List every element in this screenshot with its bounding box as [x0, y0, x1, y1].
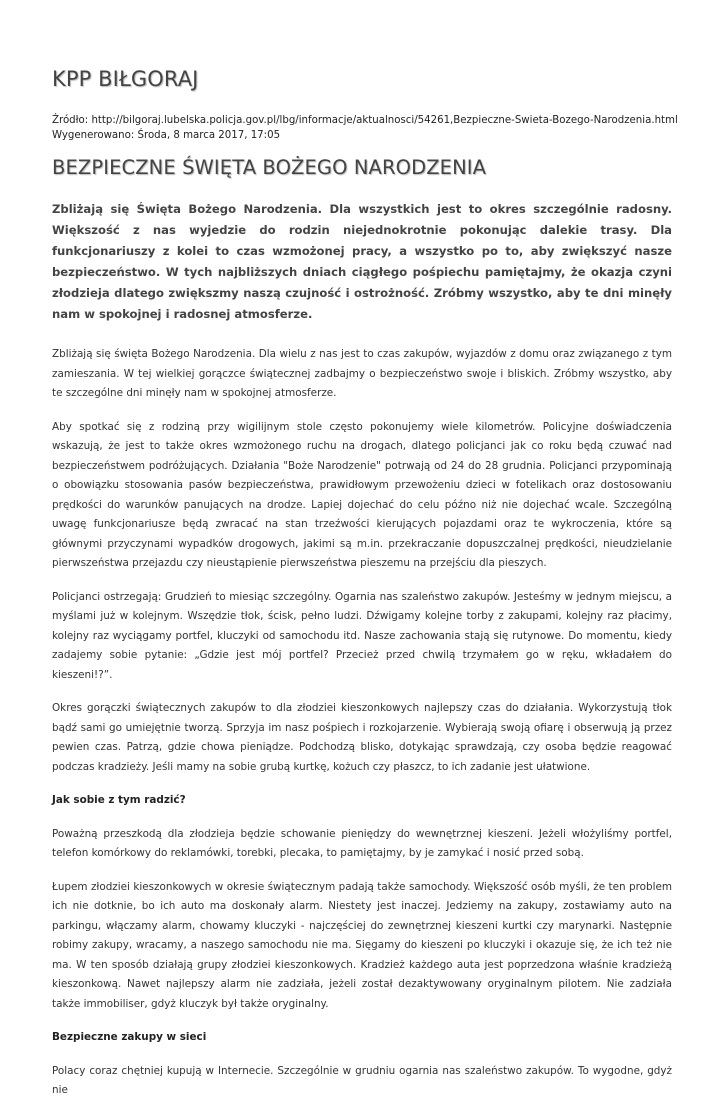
article-lead: Zbliżają się Święta Bożego Narodzenia. Dla wszystkich jest to okres szczególnie radosny. Większość z nas wyjedzie do rodzin niejednokrotnie pokonując dalekie trasy. Dla funkcjonariuszy z kolei to czas wzmożonej pracy, a wszystko po to, aby zwiększyć nasze bezpieczeństwo. W tych najbliższych dniach ciągłego pośpiechu pamiętajmy, że okazja czyni złodzieja dlatego zwiększmy naszą czujność i ostrożność. Zróbmy wszystko, aby te dni minęły nam w spokojnej i radosnej atmosferze.: [52, 202, 672, 321]
article-title: BEZPIECZNE ŚWIĘTA BOŻEGO NARODZENIA: [52, 156, 487, 179]
paragraph: Policjanci ostrzegają: Grudzień to miesiąc szczególny. Ogarnia nas szaleństwo zakupów. Jesteśmy w jednym miejscu, a myślami już w kolejnym. Wszędzie tłok, ścisk, pełno ludzi. Dźwigamy kolejne torby z zakupami, kolejny raz płacimy, kolejny raz wyciągamy portfel, kluczyki od samochodu itd. Nasze zachowania stają się rutynowe. Do momentu, kiedy zadajemy sobie pytanie: „Gdzie jest mój portfel? Przecież przed chwilą trzymałem go w ręku, wkładałem do kieszeni!?”.: [52, 590, 672, 681]
section-heading: Jak sobie z tym radzić?: [52, 794, 186, 806]
document-meta: [52, 113, 678, 143]
document-page: [52, 62, 678, 1101]
paragraph: Aby spotkać się z rodziną przy wigilijnym stole często pokonujemy wiele kilometrów. Policyjne doświadczenia wskazują, że jest to także okres wzmożonego ruchu na drogach, dlatego policjanci jak co roku będą czuwać nad bezpieczeństwem podróżujących. Działania "Boże Narodzenie" potrwają od 24 do 28 grudnia. Policjanci przypominają o obowiązku stosowania pasów bezpieczeństwa, prawidłowym przewożeniu dzieci w fotelikach oraz dostosowaniu prędkości do warunków panujących na drodze. Lapiej dojechać do celu późno niż nie dojechać wcale. Szczególną uwagę funkcjonariusze będą zwracać na stan trzeźwości kierujących pojazdami oraz te wykroczenia, które są głównymi przyczynami wypadków drogowych, jakimi są m.in. przekraczanie dopuszczalnej prędkości, nieudzielanie pierwszeństwa przejazdu czy nieustąpienie pierwszeństwa pieszemu na przejściu dla pieszych.: [52, 420, 672, 569]
paragraph: Okres gorączki świątecznych zakupów to dla złodziei kieszonkowych najlepszy czas do działania. Wykorzystują tłok bądź sami go umiejętnie tworzą. Sprzyja im nasz pośpiech i rozkojarzenie. Wybierają swoją ofiarę i obserwują ją przez pewien czas. Patrzą, gdzie chowa pieniądze. Podchodzą blisko, dotykając sprawdzają, czy osoba będzie reagować podczas kradzieży. Jeśli mamy na sobie grubą kurtkę, kożuch czy płaszcz, to ich zadanie jest ułatwione.: [52, 702, 672, 773]
generated-line: Wygenerowano: Środa, 8 marca 2017, 17:05: [52, 130, 281, 141]
site-title: KPP BIŁGORAJ: [52, 67, 199, 91]
section-heading: Bezpieczne zakupy w sieci: [52, 1031, 207, 1043]
paragraph: Polacy coraz chętniej kupują w Internecie. Szczególnie w grudniu ogarnia nas szaleństwo zakupów. To wygodne, gdyż nie: [52, 1064, 672, 1096]
source-line: Źródło: http://bilgoraj.lubelska.policja.gov.pl/lbg/informacje/aktualnosci/54261,Bezpieczne-Swieta-Bozego-Narodzenia.html: [52, 115, 678, 126]
paragraph: Poważną przeszkodą dla złodzieja będzie schowanie pieniędzy do wewnętrznej kieszeni. Jeżeli włożyliśmy portfel, telefon komórkowy do reklamówki, torebki, plecaka, to pamiętajmy, by je zamykać i nosić przed sobą.: [52, 827, 672, 859]
paragraph: Zbliżają się święta Bożego Narodzenia. Dla wielu z nas jest to czas zakupów, wyjazdów z domu oraz związanego z tym zamieszania. W tej wielkiej gorączce świątecznej zadbajmy o bezpieczeństwo swoje i bliskich. Zróbmy wszystko, aby te szczególne dni minęły nam w spokojnej atmosferze.: [52, 348, 672, 399]
paragraph: Łupem złodziei kieszonkowych w okresie świątecznym padają także samochody. Większość osób myśli, że ten problem ich nie dotknie, bo ich auto ma doskonały alarm. Niestety jest inaczej. Jedziemy na zakupy, zostawiamy auto na parkingu, włączamy alarm, chowamy kluczyki - najczęściej do zewnętrznej kieszeni kurtki czy marynarki. Następnie robimy zakupy, wracamy, a naszego samochodu nie ma. Sięgamy do kieszeni po kluczyki i okazuje się, że ich też nie ma. W ten sposób działają grupy złodziei kieszonkowych. Kradzież każdego auta jest poprzedzona właśnie kradzieżą kieszonkową. Nawet najlepszy alarm nie zadziała, jeżeli został dezaktywowany oryginalnym pilotem. Nie zadziała także immobiliser, gdyż kluczyk był także oryginalny.: [52, 880, 672, 1010]
